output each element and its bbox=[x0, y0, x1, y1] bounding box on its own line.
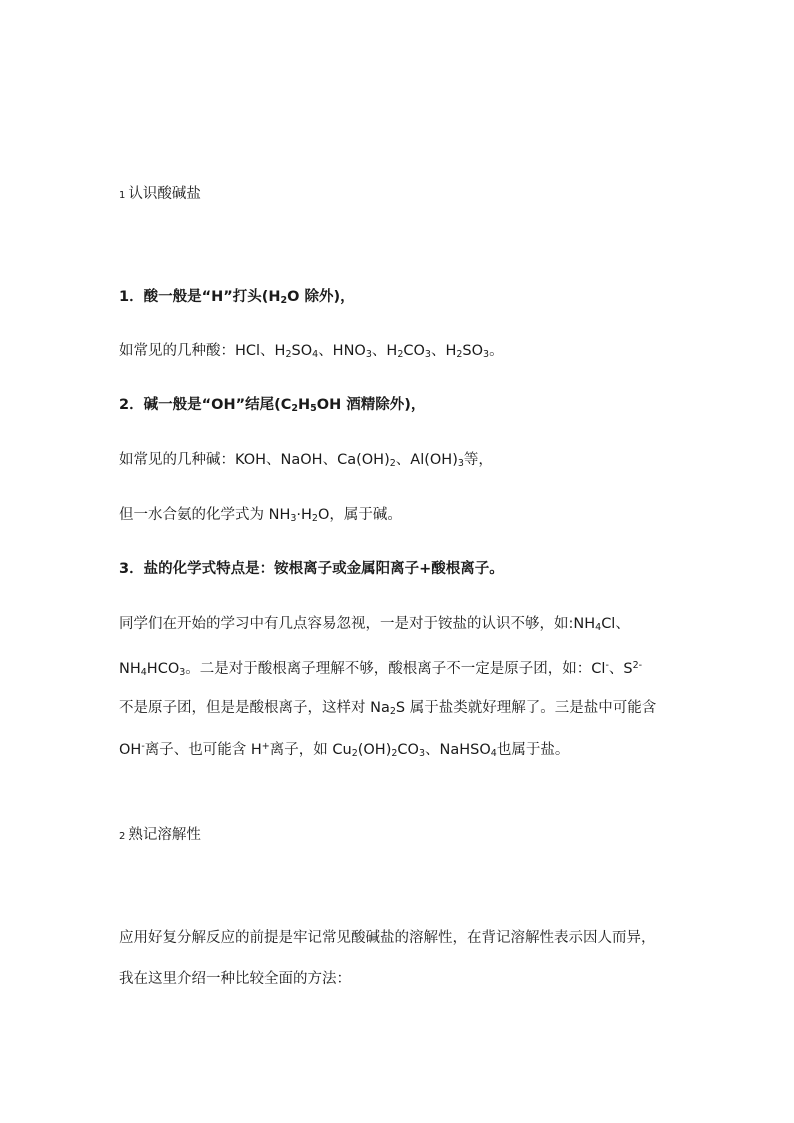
base-note: 但一水合氨的化学式为 $NH_3\cdot H_2O$，属于碱。 bbox=[119, 507, 402, 524]
base-rule-heading: 2．碱一般是“OH”结尾($C_2H_5OH$ 酒精除外)， bbox=[119, 397, 426, 414]
salt-paragraph-line: 同学们在开始的学习中有几点容易忽视，一是对于铵盐的认识不够，如$:NH_4Cl$、 bbox=[119, 616, 630, 633]
solubility-paragraph-line: 应用好复分解反应的前提是牢记常见酸碱盐的溶解性，在背记溶解性表示因人而异， bbox=[119, 930, 656, 946]
section-2-heading bbox=[119, 825, 201, 847]
base-examples: 如常见的几种碱：KOH、NaOH、$Ca(OH)_2$、$Al(OH)_3$等， bbox=[119, 452, 493, 469]
section-1-heading bbox=[119, 184, 201, 206]
salt-paragraph-line: 不是原子团，但是是酸根离子，这样对 $Na_2S$ 属于盐类就好理解了。三是盐中可能含 bbox=[119, 700, 657, 717]
section-number: 1 bbox=[119, 190, 126, 201]
salt-rule-heading: 3．盐的化学式特点是：铵根离子或金属阳离子+酸根离子。 bbox=[119, 561, 504, 577]
acid-examples: 如常见的几种酸：HCl、$H_2SO_4$、$HNO_3$、$H_2CO_3$、$H_2SO_3$。 bbox=[119, 343, 504, 360]
solubility-paragraph-line: 我在这里介绍一种比较全面的方法： bbox=[119, 971, 351, 987]
section-title: 熟记溶解性 bbox=[128, 827, 201, 843]
acid-rule-heading: 1．酸一般是“H”打头($H_2O$ 除外)， bbox=[119, 289, 355, 306]
salt-paragraph-line: OH-离子、也可能含 H+离子，如 $Cu_2(OH)_2CO_3$、NaHSO$_4$也属于盐。 bbox=[119, 741, 570, 759]
section-title: 认识酸碱盐 bbox=[128, 186, 201, 202]
section-number: 2 bbox=[119, 831, 126, 842]
salt-paragraph-line: $NH_4HCO_3$。二是对于酸根离子理解不够，酸根离子不一定是原子团，如：Cl-、$S^{2-}$ bbox=[119, 660, 643, 678]
